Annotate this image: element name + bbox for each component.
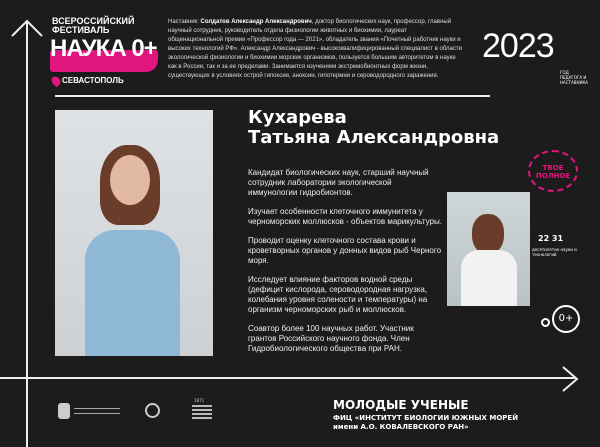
ministry-emblem-icon (58, 403, 70, 419)
bio-paragraph: Изучает особенности клеточного иммунитета у черноморских моллюсков - объектов марикультуры. (248, 207, 442, 226)
decade-numbers: 22 31 (538, 234, 564, 243)
lab-photo (447, 192, 530, 306)
person-surname: Кухарева (248, 107, 347, 128)
circle-icon (541, 318, 550, 327)
location-pin-icon (50, 75, 63, 88)
year-1871: 1871 (194, 398, 205, 403)
year-logo: 2023 (482, 27, 554, 65)
portrait-photo (55, 110, 213, 356)
mentor-name: Солдатов Александр Александрович (200, 19, 312, 25)
footer-divider (0, 377, 575, 379)
logo-title: НАУКА 0+ (50, 35, 157, 62)
footer-sub1: ФИЦ «ИНСТИТУТ БИОЛОГИИ ЮЖНЫХ МОРЕЙ (333, 414, 519, 422)
bio (248, 168, 443, 363)
mentor-description: , доктор биологических наук, профессор, главный научный сотрудник, руководитель отдела физиологии животных и биохимии, лауреат общенациональной премии «Профессор года — 2021», обладатель звания «Почетный работник науки и высоких технологий РФ». Александр Александрович - высококвалифицированный специалист в области экологической физиологии и биохимии морских организмов, пользуется большим авторитетом в науке как в России, так и за ее пределами. Занимается изучением экстремобионтных форм жизни, существующих в условиях острой гипоксии, аноксии, гипотермии и сероводородного заражения. (168, 19, 462, 79)
person-name (248, 108, 499, 148)
festival-logo-text (52, 17, 134, 35)
arrow-right-icon (560, 365, 580, 393)
footer-subtitle (333, 414, 518, 432)
stamp: ТВОЕ ПОЛНОЕ (528, 150, 578, 192)
bio-paragraph: Проводит оценку клеточного состава крови и кроветворных органов у донных видов рыб Черного моря. (248, 236, 442, 265)
footer-sub2: имени А.О. КОВАЛЕВСКОГО РАН» (333, 423, 469, 431)
institute-logo-icon (145, 403, 160, 418)
bio-paragraph: Кандидат биологических наук, старший научный сотрудник лаборатории экологической иммунологии гидробионтов. (248, 168, 429, 197)
logo-city: СЕВАСТОПОЛЬ (62, 76, 124, 85)
decade-caption: десятилетие науки и технологий (532, 247, 577, 257)
arrow-up-icon (10, 18, 44, 38)
building-logo-icon (192, 405, 212, 421)
year-logo-caption: ГОД ПЕДАГОГА И НАСТАВНИКА (560, 70, 589, 85)
header-divider (55, 95, 490, 97)
bio-paragraph: Соавтор более 100 научных работ. Участник грантов Российского научного фонда. Член Гидробиологического общества при РАН. (248, 324, 414, 353)
logo-line2: ФЕСТИВАЛЬ (52, 25, 110, 35)
logo-line1: ВСЕРОССИЙСКИЙ (52, 16, 135, 26)
mentor-label: Наставник: (168, 19, 199, 25)
mentor-text (168, 18, 463, 81)
ministry-text (74, 408, 120, 414)
age-badge: 0+ (552, 305, 580, 333)
bio-paragraph: Исследует влияние факторов водной среды (дефицит кислорода, сероводородная нагрузка, колебания уровня солености и температуры) на организм черноморских рыб и моллюсков. (248, 275, 428, 314)
vertical-line (26, 22, 28, 447)
person-given-name: Татьяна Александровна (248, 127, 500, 148)
footer-title: МОЛОДЫЕ УЧЕНЫЕ (333, 398, 469, 412)
